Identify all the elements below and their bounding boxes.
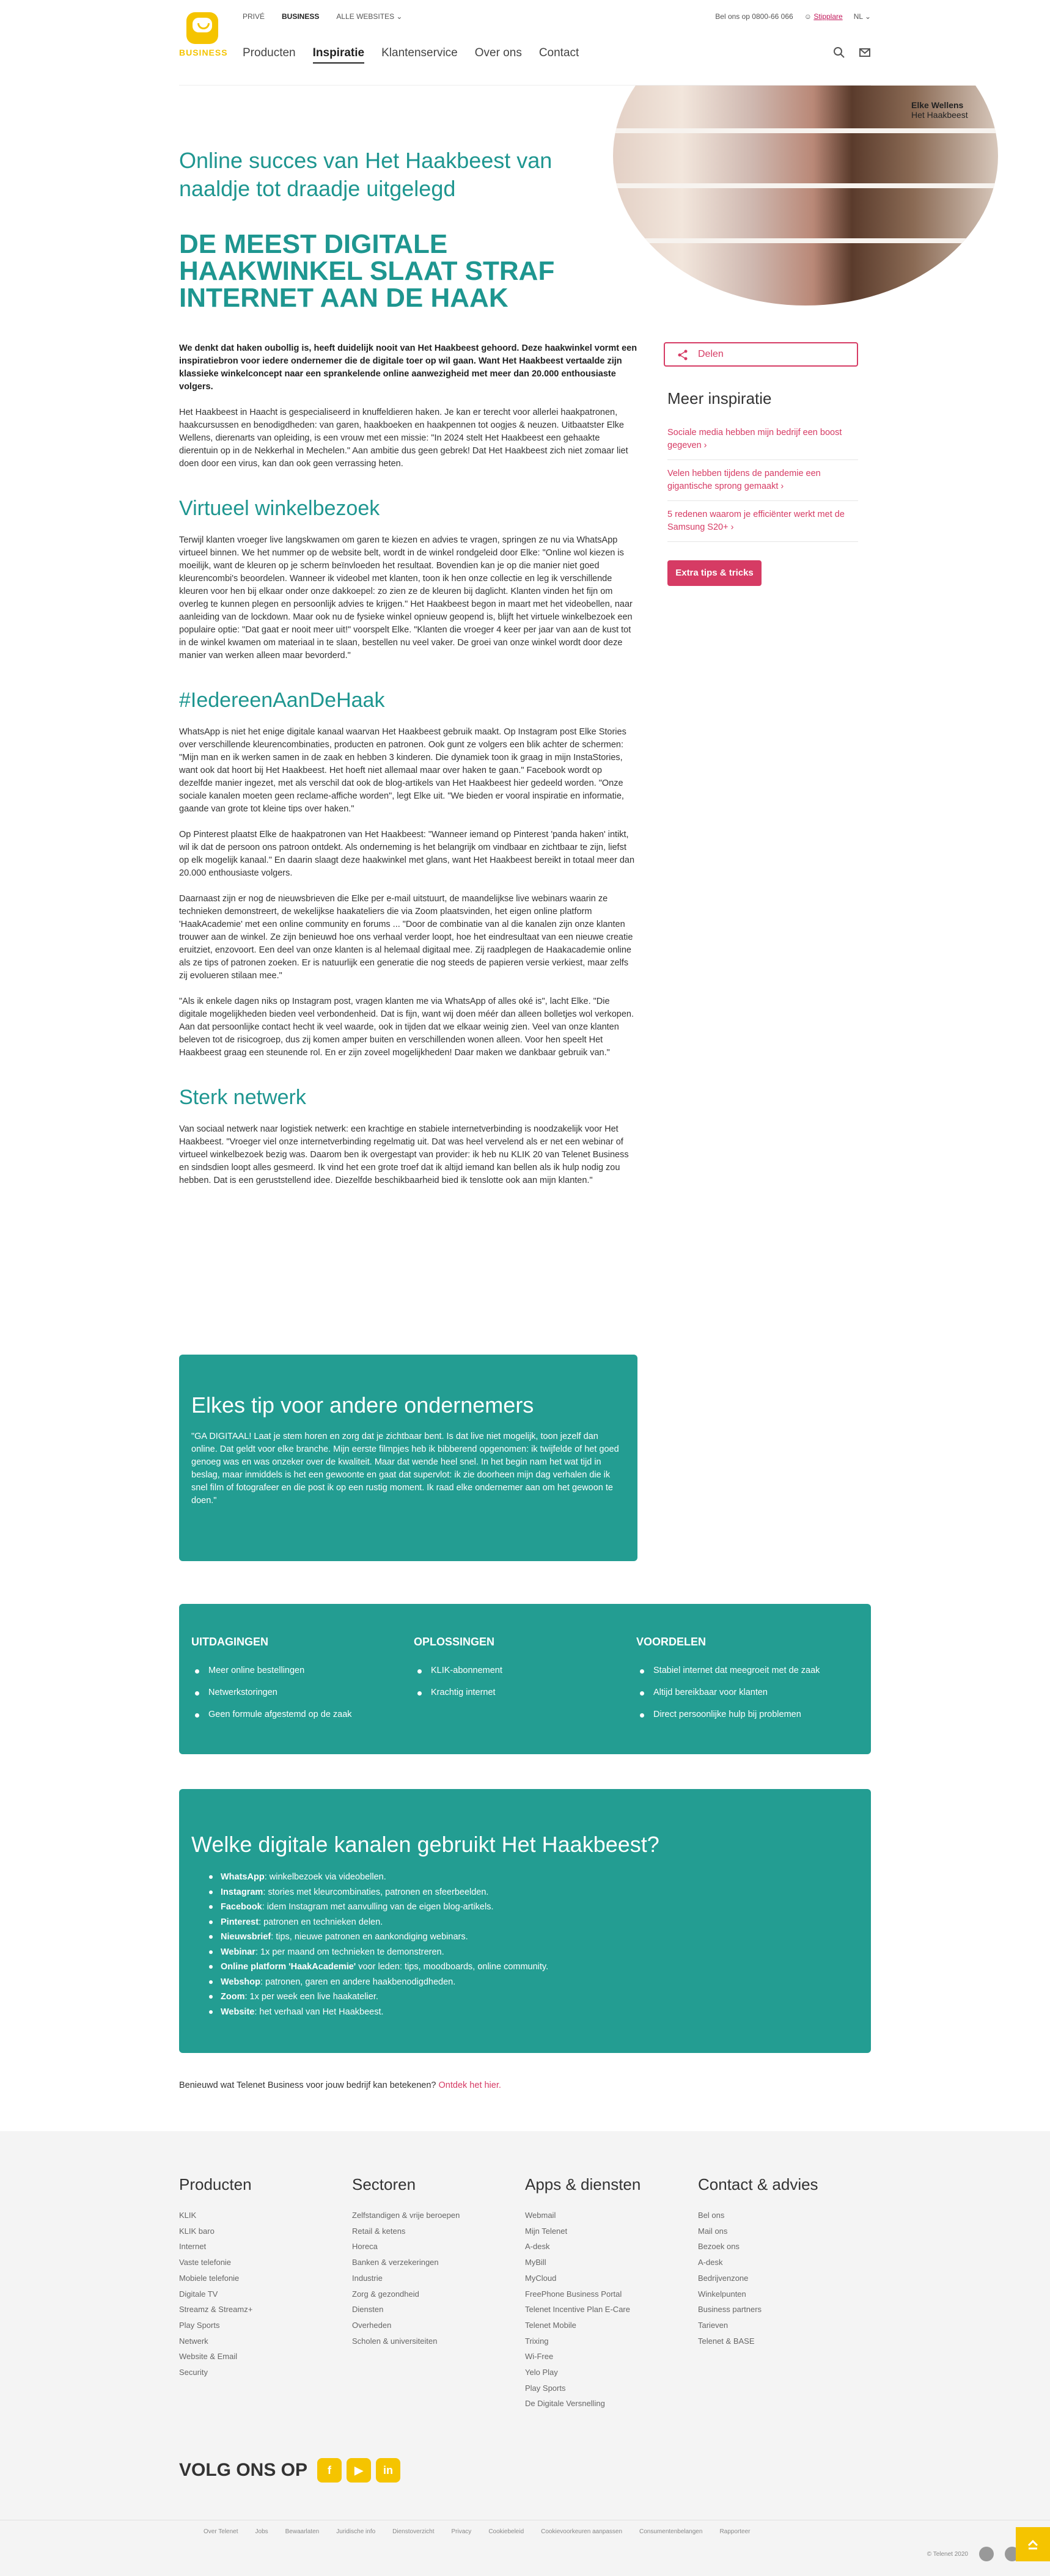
list-item: Geen formule afgestemd op de zaak (191, 1710, 414, 1719)
inspiration-link-label: 5 redenen waarom je efficiënter werkt met de Samsung S20+ (667, 510, 845, 532)
footer-link[interactable]: Bedrijvenzone (698, 2273, 749, 2283)
channel-desc: : patronen en technieken delen. (259, 1917, 383, 1927)
caption-name: Elke Wellens (911, 100, 964, 110)
site-header (179, 0, 871, 86)
inspiration-link[interactable] (667, 460, 858, 501)
copyright-area (927, 2547, 1019, 2561)
hero (179, 86, 968, 342)
legal-link[interactable]: Juridische info (336, 2528, 376, 2535)
sidebar-heading: Meer inspiratie (667, 389, 772, 408)
footer-link[interactable]: Website & Email (179, 2352, 238, 2362)
footer-link[interactable]: KLIK baro (179, 2226, 215, 2236)
shelf (613, 128, 998, 133)
footer-link[interactable]: Vaste telefonie (179, 2258, 232, 2267)
footer-link[interactable]: Mobiele telefonie (179, 2273, 240, 2283)
channel-name: WhatsApp (221, 1872, 265, 1882)
footer-link[interactable]: Streamz & Streamz+ (179, 2305, 253, 2314)
chevron-right-icon: › (780, 481, 784, 491)
channel-desc: : tips, nieuwe patronen en aankondiging webinars. (271, 1932, 468, 1942)
sidebar (664, 342, 858, 586)
column-title: OPLOSSINGEN (414, 1636, 495, 1648)
channel-item (191, 1930, 859, 1945)
channel-desc: : het verhaal van Het Haakbeest. (254, 2007, 384, 2017)
linkedin-icon[interactable]: in (376, 2458, 400, 2483)
article-paragraph: Van sociaal netwerk naar logistiek netwerk: een krachtige en stabiele internetverbinding is noodzakelijk voor Het Haakbeest. "Vroeger viel onze internetverbinding regelmatig uit. Dat was heel vervelend als er net een webinar of virtueel winkelbezoek bezig was. Daarom ben ik overgestapt van provider: ik heb nu KLIK 20 van Telenet Business en sindsdien loopt alles gesmeerd. Ik vind het een grote troef dat ik altijd iemand kan bellen als ik hulp nodig zou hebben. Dat is een geruststellend idee. Diezelfde beschikbaarheid bied ik tenslotte ook aan mijn klanten." (179, 1124, 629, 1185)
search-icon[interactable] (833, 46, 845, 59)
legal-links (204, 2528, 750, 2535)
channel-name: Zoom (221, 1992, 245, 2002)
nav-contact[interactable]: Contact (538, 46, 579, 59)
channel-item (191, 1975, 859, 1990)
back-to-top-button[interactable] (1016, 2527, 1050, 2561)
nav-inspiratie[interactable]: Inspiratie (313, 46, 364, 64)
footer-link[interactable]: Industrie (352, 2273, 383, 2283)
arrow-up-icon (1027, 2538, 1039, 2550)
footer-link[interactable]: Winkelpunten (698, 2289, 746, 2299)
site-footer (0, 2131, 1050, 2576)
footer-link[interactable]: Trixing (525, 2336, 549, 2346)
nav-business[interactable]: BUSINESS (282, 12, 320, 21)
photo-caption (911, 100, 968, 120)
channel-item (191, 1989, 859, 2005)
channels-list (191, 1870, 859, 2019)
header-tools (833, 46, 871, 59)
legal-link[interactable]: Cookiebeleid (488, 2528, 524, 2535)
column-title: VOORDELEN (636, 1636, 707, 1648)
footer-link[interactable]: Security (179, 2368, 208, 2377)
channels-title: Welke digitale kanalen gebruikt Het Haakbeest? (191, 1832, 659, 1857)
article-paragraph: WhatsApp is niet het enige digitale kanaal waarvan Het Haakbeest gebruik maakt. Op Instagram post Elke Stories over verschillende kleurencombinaties, producten en patronen. Ook gunt ze volgers een blik achter de schermen: "Mijn man en ik werken samen in de zaak en hebben 3 kinderen. Die dynamiek toon ik graag in mijn InstaStories, want ook dat hoort bij Het Haakbeest. Het hoeft niet allemaal maar over haken te gaan." Facebook wordt op dezelfde manier ingezet, met als verschil dat ook de blog-artikels van Het Haakbeest hier gedeeld worden. "Onze sociale kanalen moeten geen reclame-affiche worden", legt Elke uit. "We bieden er vooral inspiratie en informatie, gaande van grote tot kleine tips over haken." (179, 727, 626, 814)
channel-desc: : 1x per maand om technieken te demonstreren. (255, 1947, 444, 1957)
footer-link[interactable]: MyCloud (525, 2273, 557, 2283)
caption-company: Het Haakbeest (911, 110, 968, 120)
telenet-face-icon (186, 12, 218, 44)
hero-photo (613, 86, 998, 306)
footer-column-title: Producten (179, 2175, 252, 2194)
footer-column-title: Sectoren (352, 2175, 416, 2194)
nav-all-websites-label: ALLE WEBSITES (336, 12, 395, 21)
channel-name: Pinterest (221, 1917, 259, 1927)
footer-link[interactable]: A-desk (698, 2258, 723, 2267)
inspiration-link[interactable] (667, 501, 858, 542)
inspiration-list (667, 426, 858, 542)
outro-link[interactable]: Ontdek het hier. (438, 2080, 501, 2090)
footer-link[interactable]: Mail ons (698, 2226, 728, 2236)
language-label: NL (853, 12, 863, 21)
list-item: KLIK-abonnement (414, 1666, 636, 1675)
top-utility (715, 12, 871, 21)
footer-link[interactable]: MyBill (525, 2258, 546, 2267)
footer-link[interactable]: Zelfstandigen & vrije beroepen (352, 2211, 460, 2220)
footer-link[interactable]: Mijn Telenet (525, 2226, 568, 2236)
channel-item (191, 1900, 859, 1915)
chevron-down-icon: ⌄ (396, 12, 403, 21)
footer-link[interactable]: Internet (179, 2242, 207, 2252)
copyright: © Telenet 2020 (927, 2550, 968, 2558)
channel-item (191, 1915, 859, 1930)
channel-desc: : stories met kleurcombinaties, patronen en sfeerbeelden. (263, 1887, 489, 1897)
footer-link[interactable]: Overheden (352, 2320, 392, 2330)
channel-item (191, 1945, 859, 1960)
article-paragraph: Terwijl klanten vroeger live langskwamen om garen te kiezen en advies te vragen, springen ze nu via WhatsApp virtueel binnen. We het nummer op de website belt, wordt in de winkel rondgeleid door Elke: "Online wol kiezen is moeilijk, want de kleuren op je scherm beïnvloeden het resultaat. Bovendien kan je op die manier niet goed kleurencombi's beoordelen. Wanneer ik videobel met klanten, toon ik hen onze collectie en leg ik verschillende kleuren voor hen bij elkaar onder onze dakkoepel: zo zien ze de kleuren bij daglicht. Klanten vinden het fijn om overleg te kunnen plegen en persoonlijk advies te krijgen." Het Haakbeest begon in maart met het videobellen, naar aanleiding van de lockdown. Maar ook nu de fysieke winkel opnieuw geopend is, blijft het virtuele winkelbezoek een populaire optie: "Dat gaat er nooit meer uit!" voorspelt Elke. "Klanten die vroeger 4 keer per jaar van aan de kust tot in de winkel kwamen om materiaal in te slaan, bestellen nu veel vaker. De groei van onze winkel wordt door deze manier van werken alleen maar bevorderd." (179, 535, 633, 660)
outro (179, 2080, 871, 2131)
channel-item (191, 1885, 859, 1900)
footer-link[interactable]: Webmail (525, 2211, 556, 2220)
column-title: UITDAGINGEN (191, 1636, 268, 1648)
login-link[interactable] (804, 12, 843, 21)
footer-link[interactable]: Bezoek ons (698, 2242, 740, 2252)
share-icon (677, 349, 688, 360)
footer-link[interactable]: FreePhone Business Portal (525, 2289, 622, 2299)
legal-link[interactable]: Rapporteer (719, 2528, 751, 2535)
chevron-right-icon: › (703, 441, 707, 450)
challenges-panel (179, 1604, 871, 1754)
legal-link[interactable]: Bewaarlaten (285, 2528, 320, 2535)
footer-link[interactable]: Retail & ketens (352, 2226, 406, 2236)
channel-desc: : 1x per week een live haakatelier. (244, 1992, 378, 2002)
hero-title: DE MEEST DIGITALE HAAKWINKEL SLAAT STRAF INTERNET AAN DE HAAK (179, 229, 555, 313)
nav-prive[interactable]: PRIVÉ (243, 12, 265, 21)
main-nav (243, 46, 579, 64)
nav-klantenservice[interactable]: Klantenservice (381, 46, 458, 59)
footer-link[interactable]: Play Sports (525, 2383, 566, 2393)
footer-link[interactable]: Telenet Incentive Plan E-Care (525, 2305, 630, 2314)
outro-text: Benieuwd wat Telenet Business voor jouw bedrijf kan betekenen? (179, 2080, 439, 2090)
footer-link[interactable]: Zorg & gezondheid (352, 2289, 419, 2299)
footer-link[interactable]: Telenet & BASE (698, 2336, 755, 2346)
channel-desc: : winkelbezoek via videobellen. (264, 1872, 386, 1882)
nav-all-websites[interactable] (336, 12, 402, 21)
footer-link[interactable]: A-desk (525, 2242, 550, 2252)
nav-producten[interactable]: Producten (243, 46, 296, 59)
extra-tips-button[interactable]: Extra tips & tricks (667, 560, 762, 586)
footer-link[interactable]: Digitale TV (179, 2289, 218, 2299)
share-label: Delen (698, 349, 724, 359)
article-paragraph: Het Haakbeest in Haacht is gespecialiseerd in knuffeldieren haken. Je kan er terecht voor allerlei haakpatronen, haakcursussen en benodigdheden: van garen, haakboeken en haakpennen tot oogjes & neuzen. Uitbaatster Elke Wellens, dierenarts van opleiding, is een vrouw met een missie: "In 2024 stelt Het Haakbeest een gehaakte dierentuin op in de Nekkerhal in Mechelen." Aan ambitie dus geen gebrek! Dat Het Haakbeest zich niet zomaar liet doen door een virus, kan dan ook geen verrassing heten. (179, 408, 628, 469)
chevron-right-icon: › (730, 522, 734, 532)
shelf (613, 183, 998, 188)
footer-link[interactable]: Play Sports (179, 2320, 220, 2330)
channels-panel (179, 1789, 871, 2053)
certification-badge-icon (979, 2547, 994, 2561)
list-item: Altijd bereikbaar voor klanten (636, 1688, 859, 1697)
footer-link[interactable]: Wi-Free (525, 2352, 554, 2362)
channel-item (191, 2005, 859, 2020)
benefits-column (636, 1636, 859, 1754)
channel-item (191, 1959, 859, 1975)
legal-link[interactable]: Consumentenbelangen (639, 2528, 703, 2535)
list-item: Stabiel internet dat meegroeit met de zaak (636, 1666, 859, 1675)
call-text[interactable]: Bel ons op 0800-66 066 (715, 12, 793, 21)
channel-name: Online platform 'HaakAcademie' (221, 1962, 356, 1972)
mail-icon[interactable] (859, 46, 871, 59)
legal-link[interactable]: Over Telenet (204, 2528, 238, 2535)
shelf (613, 238, 998, 243)
footer-link[interactable]: Diensten (352, 2305, 384, 2314)
footer-link[interactable]: Horeca (352, 2242, 378, 2252)
legal-link[interactable]: Privacy (451, 2528, 472, 2535)
legal-link[interactable]: Jobs (255, 2528, 268, 2535)
channel-name: Nieuwsbrief (221, 1932, 271, 1942)
channel-item (191, 1870, 859, 1885)
channel-name: Webinar (221, 1947, 255, 1957)
legal-link[interactable]: Cookievoorkeuren aanpassen (541, 2528, 623, 2535)
section-heading-iedereen: #IedereenAanDeHaak (179, 689, 385, 712)
segment-nav (243, 12, 402, 21)
chevron-down-icon: ⌄ (864, 12, 871, 21)
article-paragraph: Op Pinterest plaatst Elke de haakpatronen van Het Haakbeest: "Wanneer iemand op Pinterest 'panda haken' intikt, wil ik dat de persoon ons patroon ontdekt. Als onderneming is het belangrijk om vindbaar en zichtbaar te zijn, liefst op elk mogelijk kanaal." En daarin slaagt deze haakwinkel met glans, want Het Haakbeest bereikt in totaal meer dan 20.000 enthousiaste volgers. (179, 830, 635, 878)
footer-link[interactable]: Tarieven (698, 2320, 729, 2330)
legal-link[interactable]: Dienstoverzicht (392, 2528, 435, 2535)
footer-link[interactable]: KLIK (179, 2211, 197, 2220)
footer-link[interactable]: De Digitale Versnelling (525, 2399, 605, 2409)
tip-box (179, 1355, 637, 1561)
footer-column-title: Contact & advies (698, 2175, 818, 2194)
tip-title: Elkes tip voor andere ondernemers (191, 1392, 534, 1418)
challenges-column (191, 1636, 414, 1754)
list-item: Meer online bestellingen (191, 1666, 414, 1675)
channel-desc: voor leden: tips, moodboards, online community. (356, 1962, 549, 1972)
follow-label: VOLG ONS OP (179, 2460, 308, 2480)
channel-name: Facebook (221, 1902, 262, 1912)
section-heading-sterk: Sterk netwerk (179, 1086, 306, 1109)
article-layout (179, 342, 871, 1565)
footer-link[interactable]: Business partners (698, 2305, 762, 2314)
tip-text: "GA DIGITAAL! Laat je stem horen en zorg dat je zichtbaar bent. Is dat live niet mogelijk, toon jezelf dan online. Dat geldt voor elke branche. Mijn eerste filmpjes heb ik bibberend opgenomen: ik twijfelde of het goed genoeg was en was onzeker over de kwaliteit. Maar dat wende heel snel. In het begin nam het wat tijd in beslag, maar inmiddels is het een gewoonte en gaat dat supervlot: ik zie doorheen mijn dag verhalen die ik snel film of fotografeer en die post ik op een rustig moment. Ik raad elke ondernemer aan om het gewoon te doen." (191, 1432, 619, 1506)
article-paragraph: Daarnaast zijn er nog de nieuwsbrieven die Elke per e-mail uitstuurt, de maandelijkse live webinars waarin ze technieken demonstreert, de wekelijkse haakateliers die via Zoom plaatsvinden, het eigen online platform 'HaakAcademie' met een online community en forums ... "Door de combinatie van al die kanalen zijn onze klanten trouwer aan de winkel. Ze zijn benieuwd hoe ons verhaal verder loopt, hoe het eindresultaat van een nieuwe creatie eruitziet, enzovoort. Een deel van onze klanten is al helemaal digitaal mee. Zij raadplegen de Haakacademie online als ze tips of patronen zoeken. Er is natuurlijk een generatie die nog steeds de papieren versie verkiest, maar zelfs zij evolueren stilaan mee." (179, 894, 633, 981)
channel-desc: : idem Instagram met aanvulling van de eigen blog-artikels. (262, 1902, 494, 1912)
channel-name: Website (221, 2007, 255, 2017)
solutions-column (414, 1636, 636, 1754)
article-lead: We denkt dat haken oubollig is, heeft duidelijk nooit van Het Haakbeest gehoord. Deze haakwinkel vormt een inspiratiebron voor iedere ondernemer die de digitale toer op wil gaan. Want Het Haakbeest vertaalde zijn klassieke winkelconcept naar een sprankelende online aanwezigheid met meer dan 20.000 enthousiaste volgers. (179, 343, 637, 392)
footer-link[interactable]: Banken & verzekeringen (352, 2258, 439, 2267)
inspiration-link[interactable] (667, 426, 858, 460)
inspiration-link-label: Velen hebben tijdens de pandemie een gigantische sprong gemaakt (667, 469, 821, 491)
section-heading-virtueel: Virtueel winkelbezoek (179, 497, 380, 520)
hero-subtitle: Online succes van Het Haakbeest van naaldje tot draadje uitgelegd (179, 148, 553, 201)
channel-name: Webshop (221, 1977, 260, 1987)
youtube-icon[interactable]: ▶ (347, 2458, 371, 2483)
footer-link[interactable]: Bel ons (698, 2211, 725, 2220)
article-paragraph: "Als ik enkele dagen niks op Instagram post, vragen klanten me via WhatsApp of alles oké is", lacht Elke. "Die digitale mogelijkheden bieden veel verbondenheid. Dat is fijn, want wij doen méér dan alleen bolletjes wol verkopen. Aan dat persoonlijke contact hecht ik veel waarde, ook in tijden dat we elkaar weinig zien. Veel van onze klanten beleven tot de risicogroep, dus zij komen amper buiten en verschillenden wonen alleen. Voor hen speelt Het Haakbeest graag een steunende rol. En er zijn zoveel mogelijkheden! Daar maken we dankbaar gebruik van." (179, 997, 634, 1058)
telenet-business-logo[interactable] (179, 12, 226, 57)
logo-text: BUSINESS (179, 48, 228, 57)
user-icon: ☺ (804, 12, 812, 21)
footer-link[interactable]: Netwerk (179, 2336, 208, 2346)
nav-over-ons[interactable]: Over ons (474, 46, 522, 59)
inspiration-link-label: Sociale media hebben mijn bedrijf een boost gegeven (667, 428, 842, 450)
footer-column-title: Apps & diensten (525, 2175, 641, 2194)
channel-desc: : patronen, garen en andere haakbenodigdheden. (260, 1977, 456, 1987)
list-item: Netwerkstoringen (191, 1688, 414, 1697)
footer-link[interactable]: Telenet Mobile (525, 2320, 576, 2330)
share-button[interactable] (664, 342, 858, 367)
footer-link[interactable]: Scholen & universiteiten (352, 2336, 438, 2346)
article-body (179, 342, 637, 1200)
list-item: Krachtig internet (414, 1688, 636, 1697)
facebook-icon[interactable]: f (317, 2458, 342, 2483)
login-label: Stipplare (813, 12, 843, 21)
footer-link[interactable]: Yelo Play (525, 2368, 558, 2377)
list-item: Direct persoonlijke hulp bij problemen (636, 1710, 859, 1719)
language-select[interactable] (854, 12, 871, 21)
channel-name: Instagram (221, 1887, 263, 1897)
